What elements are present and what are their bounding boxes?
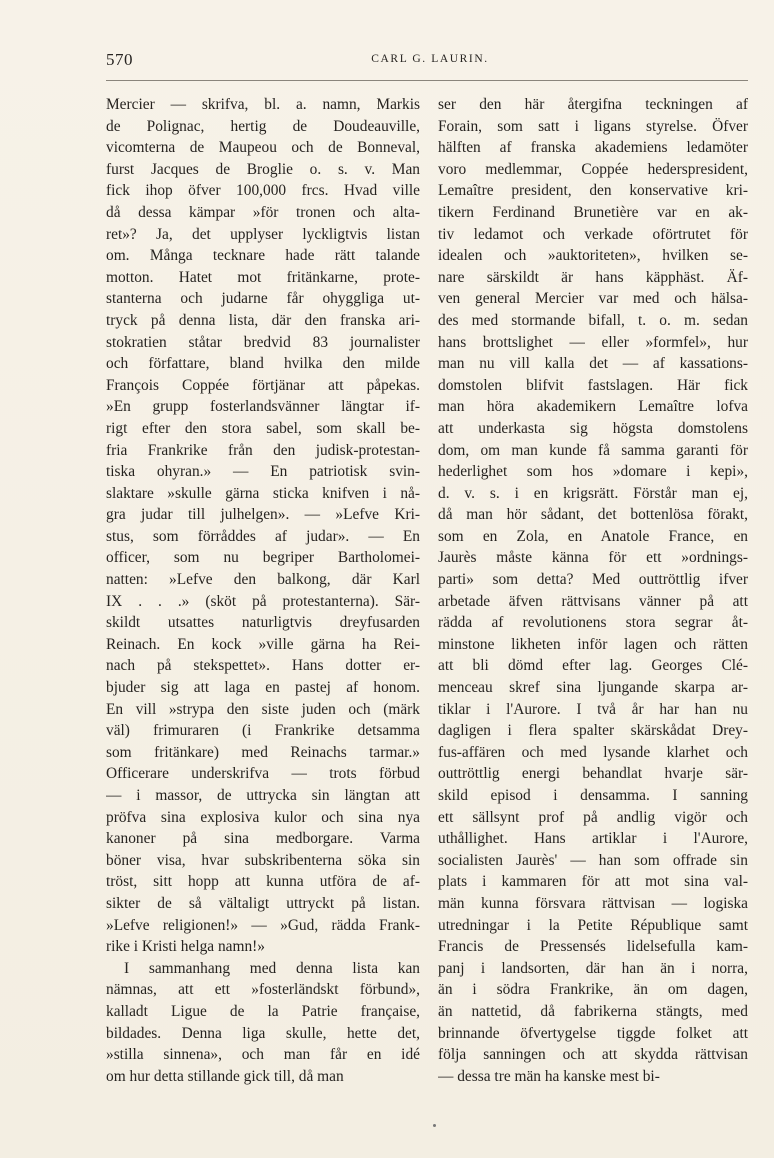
text-line: ret»? Ja, det upplyser lyckligtvis listan [106,225,420,243]
text-line: än i södra Frankrike, än om dagen, [438,981,748,999]
text-line: stokratien ståtar bredvid 83 journalister [106,333,420,351]
text-line: stus, som förråddes af judar». — En [106,527,420,545]
text-line: om. Många tecknare hade rätt talande [106,247,420,265]
text-line: böner visa, hvar subskribenterna söka sin [106,851,420,869]
text-line: nare särskildt är hans käpphäst. Äf- [438,268,748,286]
text-line: panj i landsorten, där han än i norra, [438,959,748,977]
text-line: I sammanhang med denna lista kan [124,959,420,977]
text-line: nach på stekspettet». Hans dotter er- [106,657,420,675]
text-line: tröst, sitt hopp att kunna utföra de af- [106,873,420,891]
text-line: utredningar i la Petite République samt [438,916,748,934]
text-line: tiklar i l'Aurore. I två år har han nu [438,700,748,718]
text-line: natten: »Lefve den balkong, där Karl [106,571,420,589]
text-line: hans brottslighet — eller »formfel», hur [438,333,748,351]
text-line: nämnas, att ett »fosterländskt förbund», [106,981,420,999]
text-line: man nu vill kalla det — af kassations- [438,355,748,373]
text-line: man höra akademikern Lemaître lofva [438,398,748,416]
text-line: idealen och »auktoriteten», hvilken se- [438,247,748,265]
running-head: CARL G. LAURIN. [371,53,489,65]
header-rule [106,80,748,81]
text-line: tikern Ferdinand Brunetière var en ak- [438,203,748,221]
page-number: 570 [106,50,133,69]
text-line: outtröttlig energi behandlat hvarje sär- [438,765,748,783]
text-line: skild episod i densamma. I sanning [438,787,748,804]
text-line: hälften af franska akademiens ledamöter [438,139,748,157]
text-line: minstone likheten inför lagen och rätten [438,635,748,653]
right-column [438,94,748,1087]
text-line: Mercier — skrifva, bl. a. namn, Markis [106,96,420,113]
text-line: plats i kammaren för att mot sina val- [438,873,748,891]
text-line: rigt efter den stora sabel, som skall be- [106,419,420,437]
text-line: dom, om man kunde få samma garanti för [438,441,748,459]
text-line: då man hör sådant, det bottenlösa förakt, [438,506,748,524]
text-line: som en Zola, en Anatole France, en [438,527,748,545]
text-line: bildades. Denna liga skulle, hette det, [106,1024,420,1042]
text-line: män kunna försvara rättvisan — logiska [438,894,748,912]
text-line: de Polignac, hertig de Doudeauville, [106,117,420,135]
text-line: tiv ledamot och verkade oförtrutet för [438,225,748,243]
text-line: Francis de Pressensés lidelsefulla kam- [438,938,748,956]
text-line: som fritänkare) med Reinachs tarmar.» [106,743,420,761]
text-line: fick ihop öfver 100,000 frcs. Hvad ville [106,182,420,200]
text-line: des med stormande bifall, t. o. m. sedan [438,311,748,329]
text-line: menceau skref sina ljungande skarpa ar- [438,679,748,697]
text-line: tiska ohyran.» — En patriotisk svin- [106,463,420,481]
text-line: vicomterna de Maupeou och de Bonneval, [106,139,420,157]
text-line: ser den här återgifna teckningen af [438,96,748,113]
text-line: voro medlemmar, Coppée hederspresident, [438,160,748,178]
text-line: Forain, som satt i ligans styrelse. Öfver [438,117,748,135]
text-line: »stilla sinnena», och man får en idé [106,1046,420,1064]
text-line: furst Jacques de Broglie o. s. v. Man [106,160,420,178]
text-line: gra judar till julhelgen». — »Lefve Kri- [106,506,420,524]
text-line: bjuder sig att laga en pastej af honom. [106,679,420,697]
text-line: pröfva sina explosiva kulor och sina nya [106,808,420,826]
text-line: En vill »strypa den siste juden och (märk [106,700,420,718]
text-line: »En grupp fosterlandsvänner längtar if- [106,398,420,416]
text-line: Lemaître president, den konservative kri- [438,182,748,200]
paper-speck [433,1124,436,1127]
text-line: rike i Kristi helga namn!» [106,938,265,956]
text-line: fus-affären och med lysande klarhet och [438,743,748,761]
text-line: att underkasta sig högsta domstolens [438,419,748,437]
text-line: — dessa tre män ha kanske mest bi- [438,1067,660,1085]
text-line: hederlighet som hos »domare i kepi», [438,463,748,481]
text-line: kanoner på sina medborgare. Varma [106,830,420,848]
text-line: IX . . .» (sköt på protestanterna). Sär- [106,592,420,610]
text-line: ett sällsynt prof på andlig vigör och [438,808,748,826]
text-line: skildt utsattes naturligtvis dreyfusarden [106,614,420,632]
text-line: tryck på denna lista, där den franska ari- [106,311,420,329]
text-line: domstolen blifvit fastslagen. Här fick [438,376,748,394]
text-line: uthållighet. Hans artiklar i l'Aurore, [438,830,748,848]
text-line: Officerare underskrifva — trots förbud [106,765,420,783]
text-line: dagligen i flera spalter skärskådat Drey- [438,722,748,740]
text-line: ven general Mercier var med och hälsa- [438,290,748,308]
text-line: slaktare »skulle gärna sticka knifven i nå- [106,484,420,502]
text-line: arbetade äfven rättvisans vänner på att [438,592,748,610]
text-line: officer, som nu begriper Bartholomei- [106,549,420,567]
text-line: parti» som detta? Med outtröttlig ifver [438,571,748,589]
left-column [106,94,420,1087]
text-line: »Lefve religionen!» — »Gud, rädda Frank- [106,916,420,934]
text-line: om hur detta stillande gick till, då man [106,1067,344,1085]
text-line: brinnande öfvertygelse tiggde folket att [438,1024,748,1042]
text-line: Jaurès måste känna för ett »ordnings- [438,549,748,567]
text-line: socialisten Jaurès' — han som offrade sin [438,851,748,869]
text-line: och författare, bland hvilka den milde [106,355,420,373]
text-line: stanterna och judarne får ohyggliga ut- [106,290,420,308]
text-line: följa sanningen och att skydda rättvisan [438,1046,748,1064]
text-line: då dessa kämpar »för tronen och alta- [106,203,420,221]
text-line: än nattetid, då fabrikerna stängts, med [438,1002,748,1020]
text-line: väl) frimuraren (i Frankrike detsamma [106,722,420,740]
page-header [106,50,754,76]
text-line: sikter de så vältaligt uttryckt på listan. [106,894,420,912]
text-line: Reinach. En kock »ville gärna ha Rei- [106,635,420,653]
text-line: motton. Hatet mot fritänkarne, prote- [106,268,420,286]
text-line: — i massor, de uttrycka sin längtan att [106,787,420,804]
text-line: fria Frankrike från den judisk-protestan- [106,441,420,459]
text-line: rädda af revolutionens stora segrar åt- [438,614,748,632]
text-line: att bli dömd efter lag. Georges Clé- [438,657,748,675]
text-line: François Coppée förtjänar att påpekas. [106,376,420,394]
text-line: d. v. s. i en krigsrätt. Förstår man ej, [438,484,748,502]
text-line: kalladt Ligue de la Patrie française, [106,1002,420,1020]
